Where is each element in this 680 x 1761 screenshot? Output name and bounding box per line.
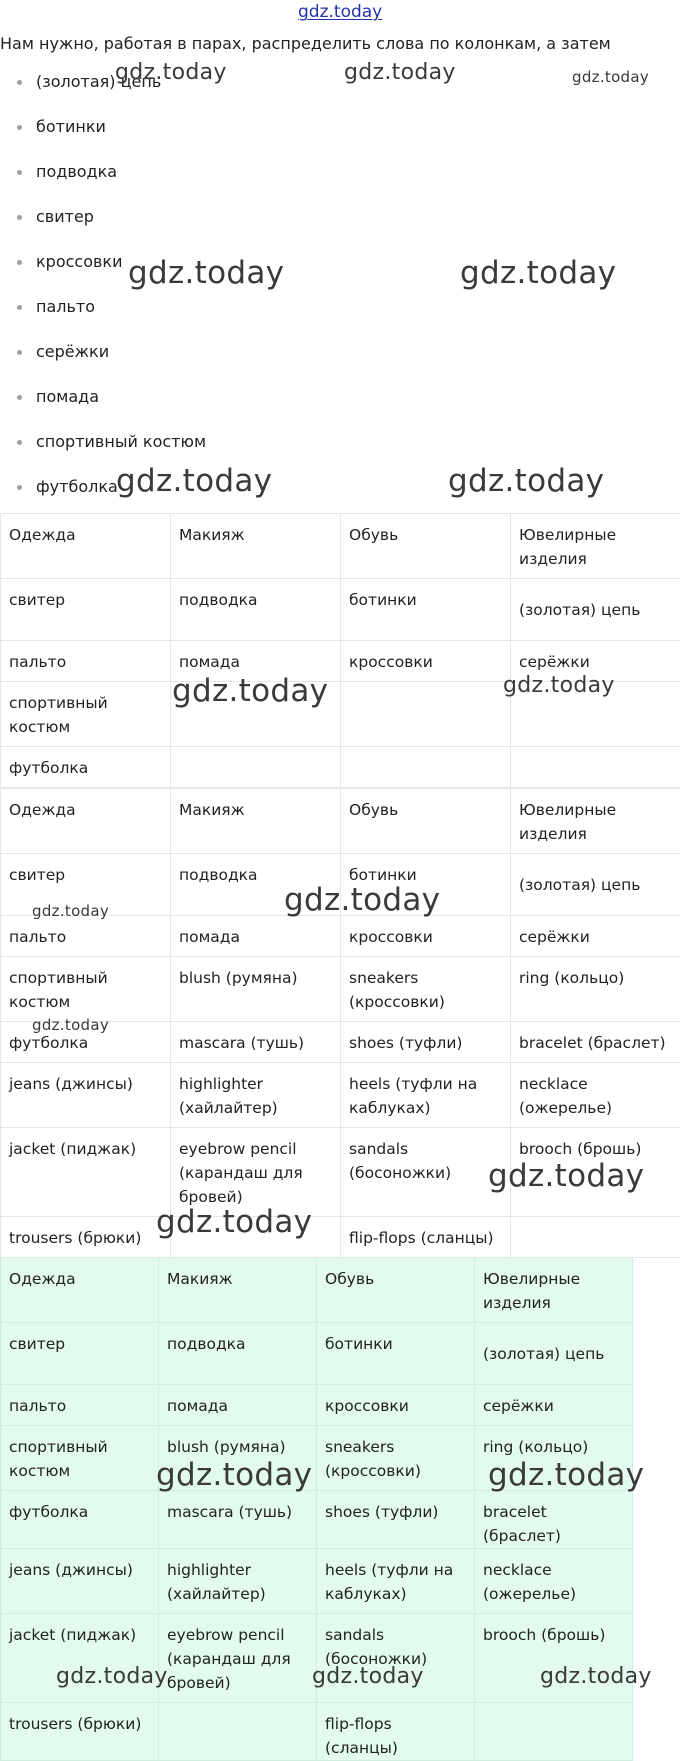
cell-text: Обувь	[349, 789, 502, 822]
table-row	[1, 1491, 633, 1549]
table-cell	[171, 957, 341, 1022]
cell-text: футболка	[9, 747, 162, 780]
table-cell	[511, 854, 680, 916]
word-list-label: кроссовки	[36, 250, 122, 274]
cell-text: sandals (босоножки)	[325, 1614, 466, 1671]
cell-text: necklace (ожерелье)	[483, 1549, 624, 1606]
table-header-cell	[475, 1258, 633, 1323]
cell-text: highlighter (хайлайтер)	[167, 1549, 308, 1606]
table-cell	[159, 1703, 317, 1761]
bullet-icon	[17, 440, 22, 445]
cell-text: спортивный костюм	[9, 1426, 150, 1483]
table-header-row	[1, 514, 680, 579]
cell-text: Ювелирные изделия	[519, 514, 672, 571]
cell-text: серёжки	[519, 916, 672, 949]
table-row	[1, 916, 680, 957]
cell-text: ring (кольцо)	[483, 1426, 624, 1459]
table-row	[1, 1385, 633, 1426]
word-list-item	[0, 70, 680, 94]
cell-text: Макияж	[167, 1258, 308, 1291]
table-cell	[341, 1128, 511, 1217]
cell-text: свитер	[9, 854, 162, 887]
bullet-icon	[17, 170, 22, 175]
cell-text: Макияж	[179, 789, 332, 822]
cell-text: спортивный костюм	[9, 682, 162, 739]
table-cell	[511, 916, 680, 957]
table-cell	[511, 579, 680, 641]
cell-text: blush (румяна)	[179, 957, 332, 990]
table-cell	[171, 916, 341, 957]
table-row	[1, 854, 680, 916]
table-cell	[1, 1703, 159, 1761]
watermark-text: gdz.today	[156, 1457, 312, 1493]
watermark-text: gdz.today	[115, 60, 227, 85]
cell-text: ботинки	[349, 579, 502, 612]
cell-text: серёжки	[483, 1385, 624, 1418]
table-cell	[171, 641, 341, 682]
table-cell	[171, 854, 341, 916]
cell-text: trousers (брюки)	[9, 1217, 162, 1250]
watermark-text: gdz.today	[156, 1204, 312, 1240]
cell-text: mascara (тушь)	[167, 1491, 308, 1524]
table-cell	[341, 1063, 511, 1128]
table-cell	[511, 1063, 680, 1128]
table-cell	[511, 957, 680, 1022]
table-cell	[341, 1217, 511, 1258]
table-header-row	[1, 789, 680, 854]
table-cell	[317, 1323, 475, 1385]
cell-text	[179, 682, 332, 691]
watermark-text: gdz.today	[344, 60, 456, 85]
bullet-icon	[17, 215, 22, 220]
table-categories-2	[0, 788, 680, 1258]
cell-text: футболка	[9, 1491, 150, 1524]
cell-text: подводка	[167, 1323, 308, 1356]
cell-text: Одежда	[9, 1258, 150, 1291]
table-cell	[1, 1549, 159, 1614]
table-header-cell	[511, 789, 680, 854]
bullet-icon	[17, 260, 22, 265]
bullet-icon	[17, 125, 22, 130]
watermark-text: gdz.today	[540, 1664, 652, 1689]
table-cell	[159, 1426, 317, 1491]
table-header-cell	[159, 1258, 317, 1323]
table-cell	[1, 1614, 159, 1703]
table-cell	[159, 1614, 317, 1703]
cell-text: помада	[167, 1385, 308, 1418]
table-cell	[159, 1385, 317, 1426]
table-cell	[171, 579, 341, 641]
cell-text: (золотая) цепь	[519, 873, 672, 897]
table-row	[1, 1614, 633, 1703]
cell-text: кроссовки	[349, 916, 502, 949]
cell-text	[349, 682, 502, 691]
table-cell	[1, 641, 171, 682]
cell-text: помада	[179, 916, 332, 949]
table-cell	[1, 1022, 171, 1063]
bullet-icon	[17, 485, 22, 490]
word-list-label: (золотая) цепь	[36, 70, 161, 94]
table-cell	[171, 1217, 341, 1258]
table-header-cell	[511, 514, 680, 579]
table-header-cell	[341, 789, 511, 854]
cell-text: Одежда	[9, 789, 162, 822]
table-cell	[475, 1323, 633, 1385]
table-cell	[1, 579, 171, 641]
cell-text: jacket (пиджак)	[9, 1614, 150, 1647]
table-row	[1, 1217, 680, 1258]
cell-text: trousers (брюки)	[9, 1703, 150, 1736]
table-cell	[475, 1549, 633, 1614]
cell-text: Обувь	[325, 1258, 466, 1291]
table-cell	[1, 1491, 159, 1549]
table-row	[1, 747, 680, 788]
table-cell	[1, 957, 171, 1022]
word-list-label: футболка	[36, 475, 118, 499]
cell-text	[179, 1217, 332, 1226]
cell-text: кроссовки	[349, 641, 502, 674]
table-header-row	[1, 1258, 633, 1323]
table-cell	[341, 916, 511, 957]
table-cell	[475, 1426, 633, 1491]
word-list-item	[0, 430, 680, 454]
table-cell	[475, 1385, 633, 1426]
word-list-item	[0, 295, 680, 319]
cell-text: highlighter (хайлайтер)	[179, 1063, 332, 1120]
site-logo-link[interactable]: gdz.today	[298, 2, 382, 22]
table-cell	[1, 682, 171, 747]
word-list-item	[0, 340, 680, 364]
watermark-text: gdz.today	[572, 68, 649, 86]
watermark-text: gdz.today	[312, 1664, 424, 1689]
watermark-text: gdz.today	[128, 255, 284, 291]
table-cell	[159, 1491, 317, 1549]
table-cell	[171, 682, 341, 747]
bullet-icon	[17, 305, 22, 310]
table-cell	[1, 1385, 159, 1426]
cell-text: Ювелирные изделия	[483, 1258, 624, 1315]
bullet-icon	[17, 350, 22, 355]
table-cell	[317, 1549, 475, 1614]
table-cell	[317, 1426, 475, 1491]
table-cell	[511, 641, 680, 682]
word-list-label: свитер	[36, 205, 94, 229]
watermark-text: gdz.today	[488, 1457, 644, 1493]
table-row	[1, 579, 680, 641]
cell-text	[179, 747, 332, 756]
cell-text: свитер	[9, 579, 162, 612]
cell-text: пальто	[9, 1385, 150, 1418]
table-cell	[171, 747, 341, 788]
intro-text: Нам нужно, работая в парах, распределить слова по колонкам, а затем	[0, 34, 680, 53]
table-header-cell	[171, 789, 341, 854]
watermark-text: gdz.today	[503, 673, 615, 698]
cell-text: brooch (брошь)	[483, 1614, 624, 1647]
cell-text: Ювелирные изделия	[519, 789, 672, 846]
cell-text: пальто	[9, 916, 162, 949]
cell-text	[519, 747, 672, 756]
cell-text: heels (туфли на каблуках)	[325, 1549, 466, 1606]
word-list-item	[0, 205, 680, 229]
watermark-text: gdz.today	[116, 463, 272, 499]
cell-text: Обувь	[349, 514, 502, 547]
cell-text: eyebrow pencil (карандаш для бровей)	[179, 1128, 332, 1209]
cell-text: blush (румяна)	[167, 1426, 308, 1459]
word-list-item	[0, 385, 680, 409]
cell-text	[483, 1703, 624, 1712]
cell-text: jacket (пиджак)	[9, 1128, 162, 1161]
table-cell	[1, 854, 171, 916]
cell-text: jeans (джинсы)	[9, 1063, 162, 1096]
table-row	[1, 641, 680, 682]
watermark-text: gdz.today	[460, 255, 616, 291]
word-list-item	[0, 160, 680, 184]
cell-text	[519, 682, 672, 691]
cell-text: подводка	[179, 854, 332, 887]
cell-text: shoes (туфли)	[349, 1022, 502, 1055]
word-list-label: подводка	[36, 160, 117, 184]
table-header-cell	[171, 514, 341, 579]
table-cell	[341, 747, 511, 788]
watermark-text: gdz.today	[172, 673, 328, 709]
cell-text: bracelet (браслет)	[519, 1022, 672, 1055]
cell-text: (золотая) цепь	[483, 1342, 624, 1366]
cell-text: Одежда	[9, 514, 162, 547]
watermark-text: gdz.today	[32, 1016, 109, 1034]
table-cell	[1, 747, 171, 788]
cell-text: jeans (джинсы)	[9, 1549, 150, 1582]
bullet-icon	[17, 80, 22, 85]
cell-text: помада	[179, 641, 332, 674]
cell-text: подводка	[179, 579, 332, 612]
table-cell	[341, 641, 511, 682]
word-list-label: спортивный костюм	[36, 430, 206, 454]
cell-text: sneakers (кроссовки)	[349, 957, 502, 1014]
watermark-text: gdz.today	[56, 1664, 168, 1689]
word-list-label: помада	[36, 385, 99, 409]
cell-text: кроссовки	[325, 1385, 466, 1418]
table-cell	[317, 1491, 475, 1549]
table-cell	[1, 1217, 171, 1258]
cell-text: flip-flops (сланцы)	[325, 1703, 466, 1760]
table-cell	[317, 1385, 475, 1426]
table-cell	[171, 1063, 341, 1128]
table-row	[1, 1128, 680, 1217]
cell-text: футболка	[9, 1022, 162, 1055]
table-cell	[171, 1128, 341, 1217]
cell-text: ботинки	[349, 854, 502, 887]
table-cell	[475, 1703, 633, 1761]
table-row	[1, 1323, 633, 1385]
table-cell	[159, 1549, 317, 1614]
cell-text: свитер	[9, 1323, 150, 1356]
table-cell	[1, 1128, 171, 1217]
cell-text: bracelet (браслет)	[483, 1491, 624, 1548]
cell-text	[167, 1703, 308, 1712]
table-row	[1, 1703, 633, 1761]
table-categories-3	[0, 1257, 633, 1761]
table-cell	[511, 1022, 680, 1063]
table-cell	[341, 957, 511, 1022]
cell-text: shoes (туфли)	[325, 1491, 466, 1524]
table-row	[1, 682, 680, 747]
cell-text: sandals (босоножки)	[349, 1128, 502, 1185]
watermark-text: gdz.today	[32, 902, 109, 920]
table-header-cell	[341, 514, 511, 579]
table-cell	[1, 1323, 159, 1385]
cell-text: eyebrow pencil (карандаш для бровей)	[167, 1614, 308, 1695]
cell-text: flip-flops (сланцы)	[349, 1217, 502, 1250]
watermark-text: gdz.today	[284, 882, 440, 918]
table-cell	[475, 1614, 633, 1703]
cell-text	[519, 1217, 672, 1226]
word-list-item	[0, 475, 680, 499]
cell-text: brooch (брошь)	[519, 1128, 672, 1161]
table-cell	[171, 1022, 341, 1063]
word-list-item	[0, 250, 680, 274]
table-row	[1, 1549, 633, 1614]
table-header-cell	[1, 1258, 159, 1323]
cell-text: ботинки	[325, 1323, 466, 1356]
table-cell	[317, 1614, 475, 1703]
table-cell	[1, 1063, 171, 1128]
cell-text: (золотая) цепь	[519, 598, 672, 622]
table-row	[1, 1022, 680, 1063]
table-categories-1	[0, 513, 680, 788]
watermark-text: gdz.today	[488, 1158, 644, 1194]
table-cell	[1, 1426, 159, 1491]
table-cell	[511, 682, 680, 747]
bullet-icon	[17, 395, 22, 400]
cell-text: ring (кольцо)	[519, 957, 672, 990]
table-row	[1, 957, 680, 1022]
cell-text: mascara (тушь)	[179, 1022, 332, 1055]
cell-text: sneakers (кроссовки)	[325, 1426, 466, 1483]
table-header-cell	[1, 514, 171, 579]
table-cell	[511, 1128, 680, 1217]
word-list-label: серёжки	[36, 340, 109, 364]
cell-text: пальто	[9, 641, 162, 674]
table-row	[1, 1426, 633, 1491]
table-cell	[1, 916, 171, 957]
word-list-label: ботинки	[36, 115, 106, 139]
watermark-text: gdz.today	[448, 463, 604, 499]
table-cell	[511, 1217, 680, 1258]
cell-text: серёжки	[519, 641, 672, 674]
table-cell	[511, 747, 680, 788]
cell-text	[349, 747, 502, 756]
cell-text: Макияж	[179, 514, 332, 547]
word-list-item	[0, 115, 680, 139]
table-cell	[341, 1022, 511, 1063]
table-cell	[341, 854, 511, 916]
table-cell	[317, 1703, 475, 1761]
site-header	[0, 0, 680, 24]
table-cell	[159, 1323, 317, 1385]
table-cell	[341, 682, 511, 747]
table-cell	[341, 579, 511, 641]
table-header-cell	[1, 789, 171, 854]
cell-text: спортивный костюм	[9, 957, 162, 1014]
cell-text: necklace (ожерелье)	[519, 1063, 672, 1120]
table-row	[1, 1063, 680, 1128]
word-list-label: пальто	[36, 295, 95, 319]
cell-text: heels (туфли на каблуках)	[349, 1063, 502, 1120]
table-cell	[475, 1491, 633, 1549]
table-header-cell	[317, 1258, 475, 1323]
